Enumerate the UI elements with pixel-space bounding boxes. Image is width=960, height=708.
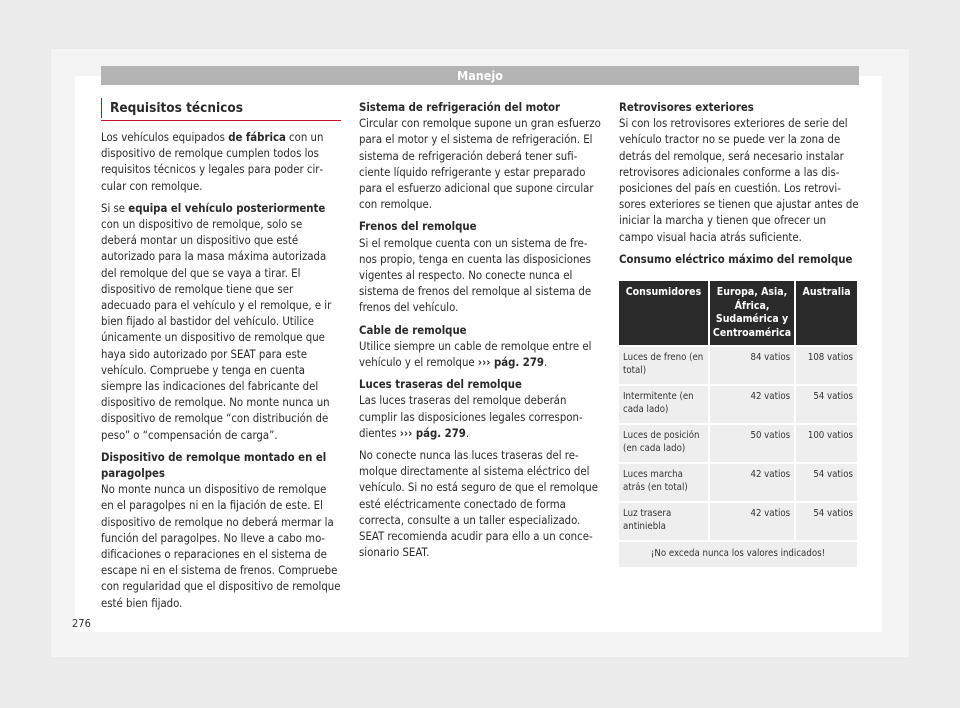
column-header-europe: Europa, Asia, África, Sudamérica y Centroamérica xyxy=(710,281,794,345)
cell-consumer: Intermitente (en cada lado) xyxy=(619,386,708,423)
cell-consumer: Luces marcha atrás (en total) xyxy=(619,464,708,501)
section-divider xyxy=(101,120,341,121)
column-2 xyxy=(359,100,601,567)
cell-consumer: Luz trasera antiniebla xyxy=(619,503,708,540)
cell-australia: 54 vatios xyxy=(796,503,857,540)
paragraph-factory-equipped: Los vehículos equipados de fábrica con un dispositivo de remolque cumplen todos los requisitos técnicos y legales para poder circular con remolque. xyxy=(101,131,324,193)
cell-consumer: Luces de freno (en total) xyxy=(619,347,708,384)
heading-power-consumption: Consumo eléctrico máximo del remolque xyxy=(619,252,853,266)
page-number: 276 xyxy=(72,617,91,630)
table-row xyxy=(619,386,857,423)
heading-mirrors: Retrovisores exteriores xyxy=(619,101,754,114)
cell-australia: 54 vatios xyxy=(796,386,857,423)
cell-europe: 42 vatios xyxy=(710,464,794,501)
paragraph-trailer-lights-1: Las luces traseras del remolque deberán cumplir las disposiciones legales correspondientes ››› pág. 279. xyxy=(359,394,583,440)
section-title: Requisitos técnicos xyxy=(101,98,341,118)
paragraph-cooling-system: Circular con remolque supone un gran esfuerzo para el motor y el sistema de refrigeración. El sistema de refrigeración deberá tener suficiente líquido refrigerante y estar preparado para el esfuerzo adicional que supone circular con remolque. xyxy=(359,117,601,212)
paragraph-trailer-cable: Utilice siempre un cable de remolque entre el vehículo y el remolque ››› pág. 279. xyxy=(359,339,592,370)
page-reference-link[interactable]: ››› pág. 279 xyxy=(399,426,466,440)
cell-europe: 50 vatios xyxy=(710,425,794,462)
paragraph-bumper: No monte nunca un dispositivo de remolque en el paragolpes ni en la fijación de este. El dispositivo de remolque no deberá mermar la función del paragolpes. No lleve a cabo modificaciones o reparaciones en el sistema de escape ni en el sistema de frenos. Compruebe con regularidad que el dispositivo de remolque esté bien fijado. xyxy=(101,483,341,610)
heading-trailer-lights: Luces traseras del remolque xyxy=(359,378,522,392)
cell-europe: 84 vatios xyxy=(710,347,794,384)
paragraph-trailer-lights-2: No conecte nunca las luces traseras del remolque directamente al sistema eléctrico del vehículo. Si no está seguro de que el remolque esté eléctricamente conectado de forma correcta, consulte a un taller especializado. SEAT recomienda acudir para ello a un concesionario SEAT. xyxy=(359,449,598,560)
page-reference-link[interactable]: ››› pág. 279 xyxy=(477,356,545,370)
heading-trailer-cable: Cable de remolque xyxy=(359,323,467,337)
cell-consumer: Luces de posición (en cada lado) xyxy=(619,425,708,462)
heading-cooling-system: Sistema de refrigeración del motor xyxy=(359,101,561,114)
table-row xyxy=(619,503,857,540)
chapter-header: Manejo xyxy=(101,66,859,85)
power-consumption-table xyxy=(617,279,859,569)
column-3 xyxy=(619,100,860,268)
cell-europe: 42 vatios xyxy=(710,503,794,540)
column-header-australia: Australia xyxy=(796,281,857,345)
column-1 xyxy=(101,130,341,618)
cell-australia: 54 vatios xyxy=(796,464,857,501)
column-header-consumers: Consumidores xyxy=(619,281,708,345)
table-note: ¡No exceda nunca los valores indicados! xyxy=(619,542,857,567)
table-row xyxy=(619,464,857,501)
table-note-row xyxy=(619,542,857,567)
table-row xyxy=(619,347,857,384)
paragraph-trailer-brakes: Si el remolque cuenta con un sistema de frenos propio, tenga en cuenta las disposiciones vigentes al respecto. No conecte nunca el sistema de frenos del remolque al sistema de frenos del vehículo. xyxy=(359,236,592,315)
heading-trailer-brakes: Frenos del remolque xyxy=(359,220,477,234)
cable-text: Utilice siempre un cable de remolque entre el vehículo y el remolque xyxy=(359,339,592,370)
paragraph-mirrors: Si con los retrovisores exteriores de serie del vehículo tractor no se puede ver la zona de detrás del remolque, será necesario instalar retrovisores adicionales conforme a las disposiciones del país en cuestión. Los retrovisores exteriores se tienen que ajustar antes de iniciar la marcha y tienen que ofrecer un campo visual hacia atrás suficiente. xyxy=(619,117,859,244)
table-header-row xyxy=(619,281,857,345)
paragraph-retrofit: Si se equipa el vehículo posteriormente con un dispositivo de remolque, solo se deberá montar un dispositivo que esté autorizado para la masa máxima autorizada del remolque del que se vaya a tirar. El dispositivo de remolque tiene que ser adecuado para el vehículo y el remolque, e ir bien fijado al bastidor del vehículo. Utilice únicamente un dispositivo de remolque que haya sido autorizado por SEAT para este vehículo. Compruebe y tenga en cuenta siempre las indicaciones del fabricante del dispositivo de remolque. No monte nunca un dispositivo de remolque “con distribución de peso” o “compensación de carga”. xyxy=(101,201,332,442)
cell-australia: 100 vatios xyxy=(796,425,857,462)
lights-text: Las luces traseras del remolque deberán cumplir las disposiciones legales correspondientes xyxy=(359,394,583,440)
cell-europe: 42 vatios xyxy=(710,386,794,423)
heading-bumper-mounted: Dispositivo de remolque montado en el paragolpes xyxy=(101,450,327,481)
table-row xyxy=(619,425,857,462)
cell-australia: 108 vatios xyxy=(796,347,857,384)
